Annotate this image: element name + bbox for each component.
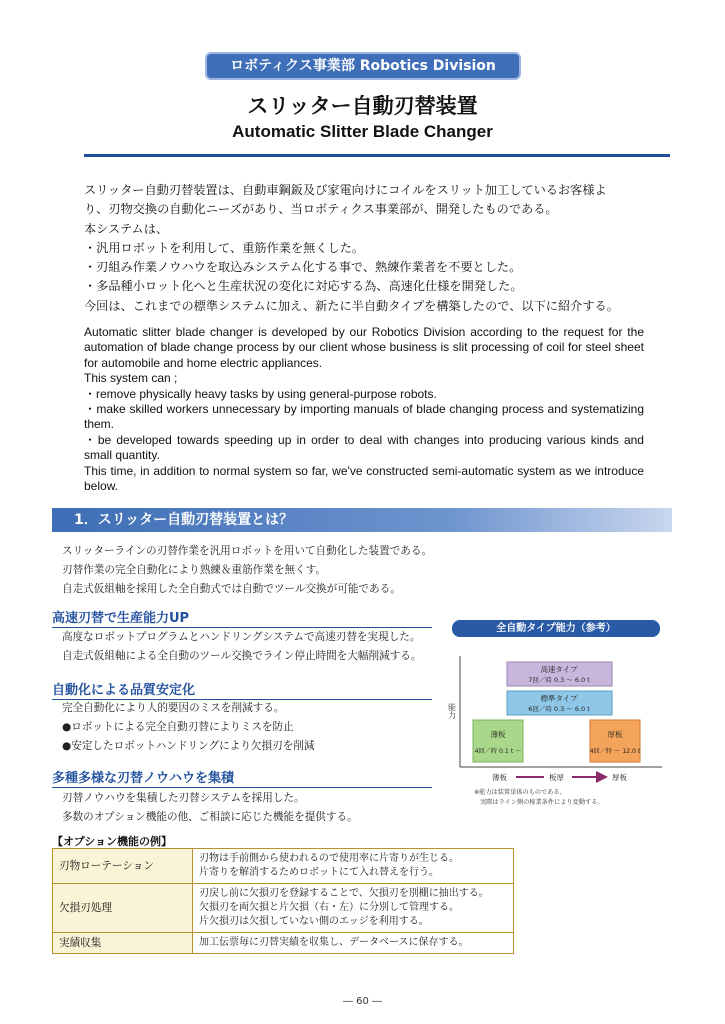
table-row bbox=[53, 849, 514, 884]
feature-line: 完全自動化により人的要因のミスを削減する。 bbox=[62, 702, 285, 714]
feature-line: ●ロボットによる完全自動刃替によりミスを防止 bbox=[62, 721, 294, 733]
feature-line: ●安定したロボットハンドリングにより欠損刃を削減 bbox=[62, 740, 315, 752]
table-row bbox=[53, 884, 514, 933]
feature-line: 自走式仮組軸による全自動のツール交換でライン停止時間を大幅削減する。 bbox=[62, 650, 422, 662]
option-line: 片寄りを解消するためロボットにて入れ替えを行う。 bbox=[199, 867, 439, 878]
box-thin-name: 薄板 bbox=[490, 730, 506, 739]
x-label-thickness: 板厚 bbox=[549, 773, 564, 782]
intro-ja-line: ・汎用ロボットを利用して、重筋作業を無くした。 bbox=[84, 240, 365, 255]
intro-ja-line: り、刃物交換の自動化ニーズがあり、当ロボティクス事業部が、開発したものである。 bbox=[84, 202, 558, 217]
option-label: 実績収集 bbox=[53, 933, 193, 954]
intro-ja-line: 本システムは、 bbox=[84, 221, 169, 236]
box-thick-name: 厚板 bbox=[607, 730, 623, 739]
options-table bbox=[52, 848, 514, 954]
section-line: 自走式仮組軸を採用した全自動式では自動でツール交換が可能である。 bbox=[62, 583, 401, 595]
box-standard-name: 標準タイプ bbox=[540, 694, 578, 703]
chart-note: 実際はライン側の稼業条件により変動する。 bbox=[480, 799, 604, 806]
title-divider bbox=[84, 154, 670, 157]
options-caption: 【オプション機能の例】 bbox=[52, 835, 173, 848]
feature-body-speed bbox=[62, 628, 421, 666]
intro-ja-line: 今回は、これまでの標準システムに加え、新たに半自動タイプを構築したので、以下に紹介する。 bbox=[84, 298, 619, 313]
intro-en-paragraph: ・make skilled workers unnecessary by importing manuals of blade changing process and systematizing them. bbox=[84, 402, 644, 432]
division-badge: ロボティクス事業部 Robotics Division bbox=[205, 52, 521, 80]
feature-body-knowhow bbox=[62, 789, 358, 827]
box-thick-plate bbox=[590, 720, 640, 762]
box-thick-spec: 4回／時 ～ 12.0 t bbox=[589, 748, 641, 755]
page-number: ― 60 ― bbox=[342, 996, 383, 1007]
option-description bbox=[193, 933, 514, 954]
option-line: 刃物は手前側から使われるので使用率に片寄りが生じる。 bbox=[199, 853, 459, 864]
box-thin-plate bbox=[473, 720, 523, 762]
intro-en-paragraph: ・remove physically heavy tasks by using general-purpose robots. bbox=[84, 386, 437, 401]
y-axis-label: 能力 bbox=[447, 703, 457, 719]
feature-heading-speed: 高速刃替で生産能力UP bbox=[52, 607, 432, 628]
option-line: 加工伝票毎に刃替実績を収集し、データベースに保存する。 bbox=[199, 937, 469, 948]
feature-body-quality bbox=[62, 699, 314, 756]
option-line: 欠損刃を両欠損と片欠損（右・左）に分別して管理する。 bbox=[199, 902, 459, 913]
chart-note: ※能力は装置単体のものである。 bbox=[474, 789, 566, 796]
box-high-speed-name: 高速タイプ bbox=[540, 665, 578, 674]
box-standard-spec: 6回／時 0.3 ～ 6.0 t bbox=[528, 705, 590, 713]
intro-en-paragraph: ・be developed towards speeding up in order to deal with changes into producing various kinds and small quantity. bbox=[84, 432, 644, 463]
option-description bbox=[193, 849, 514, 884]
intro-en-paragraph: This time, in addition to normal system so far, we've constructed semi-automatic system as we introduce below. bbox=[84, 463, 644, 494]
intro-ja-line: スリッター自動刃替装置は、自動車鋼鈑及び家電向けにコイルをスリット加工しているお客様よ bbox=[84, 183, 607, 197]
section-line: 刃替作業の完全自動化により熟練＆重筋作業を無くす。 bbox=[62, 564, 326, 576]
section-heading: 1．スリッター自動刃替装置とは？ bbox=[52, 508, 672, 532]
intro-ja-line: ・刃組み作業ノウハウを取込みシステム化する事で、熟練作業者を不要とした。 bbox=[84, 260, 522, 275]
intro-en-paragraph: This system can ; bbox=[84, 371, 178, 386]
x-label-thick: 厚板 bbox=[612, 773, 627, 782]
intro-ja-line: ・多品種小ロット化へと生産状況の変化に対応する為、高速化仕様を開発した。 bbox=[84, 279, 523, 294]
x-label-thin: 薄板 bbox=[492, 773, 507, 782]
intro-japanese bbox=[84, 181, 674, 316]
option-line: 刃戻し前に欠損刃を登録することで、欠損刃を別棚に抽出する。 bbox=[199, 888, 489, 899]
option-label: 刃物ローテーション bbox=[53, 849, 193, 884]
feature-heading-quality: 自動化による品質安定化 bbox=[52, 679, 432, 700]
intro-en-paragraph: Automatic slitter blade changer is developed by our Robotics Division according to the request for the automation of blade change process by our client whose business is slit processing of coil for steel sheet for automobile and home electric appliances. bbox=[84, 325, 644, 370]
feature-line: 刃替ノウハウを集積した刃替システムを採用した。 bbox=[62, 792, 305, 804]
box-high-speed-spec: 7回／時 0.3 ～ 6.0 t bbox=[528, 676, 590, 684]
box-thin-spec: 4回／時 0.1 t ～ bbox=[474, 748, 522, 755]
option-line: 片欠損刃は欠損していない側のエッジを利用する。 bbox=[199, 916, 429, 927]
option-label: 欠損刃処理 bbox=[53, 884, 193, 933]
page-title: スリッター自動刃替装置 bbox=[247, 94, 478, 118]
page-title-english: Automatic Slitter Blade Changer bbox=[232, 122, 493, 141]
chart-svg bbox=[447, 620, 662, 820]
feature-line: 多数のオプション機能の他、ご相談に応じた機能を提供する。 bbox=[62, 811, 358, 823]
table-row bbox=[53, 933, 514, 954]
feature-heading-knowhow: 多種多様な刃替ノウハウを集積 bbox=[52, 767, 432, 788]
option-description bbox=[193, 884, 514, 933]
section-line: スリッターラインの刃替作業を汎用ロボットを用いて自動化した装置である。 bbox=[62, 545, 433, 557]
section-body bbox=[62, 542, 432, 599]
feature-line: 高度なロボットプログラムとハンドリングシステムで高速刃替を実現した。 bbox=[62, 631, 421, 643]
capability-chart bbox=[447, 620, 662, 820]
chart-title: 全自動タイプ能力（参考） bbox=[452, 620, 660, 637]
intro-english bbox=[84, 325, 644, 494]
